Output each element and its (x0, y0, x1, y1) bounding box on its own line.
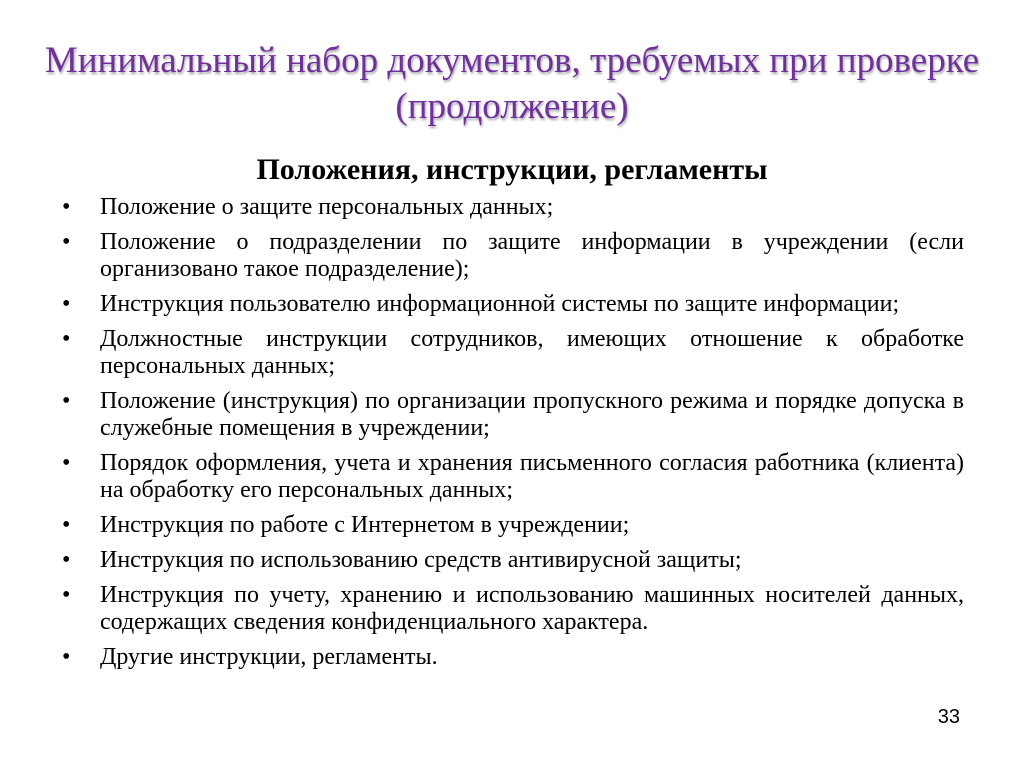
list-item (60, 644, 964, 671)
list-item (60, 547, 964, 574)
list-item (60, 450, 964, 504)
bullet-icon: • (62, 194, 71, 220)
page-number: 33 (937, 706, 960, 728)
bullet-icon: • (62, 450, 71, 476)
list-item-text: Положение о подразделении по защите информации в учреждении (если организовано такое подразделение); (100, 229, 964, 282)
bullet-icon: • (62, 582, 71, 608)
section-heading: Положения, инструкции, регламенты (256, 153, 768, 186)
list-item-text: Другие инструкции, регламенты. (100, 644, 438, 670)
list-item (60, 582, 964, 636)
bullet-icon: • (62, 547, 71, 573)
list-item-text: Инструкция по работе с Интернетом в учреждении; (100, 512, 630, 538)
bullet-icon: • (62, 644, 71, 670)
slide-title: Минимальный набор документов, требуемых при проверке (продолжение) (44, 40, 980, 127)
list-item (60, 326, 964, 380)
list-item (60, 388, 964, 442)
bullet-icon: • (62, 291, 71, 317)
list-item-text: Инструкция пользователю информационной системы по защите информации; (100, 291, 900, 317)
list-item-text: Положение (инструкция) по организации пропускного режима и порядке допуска в служебные помещения в учреждении; (100, 388, 964, 441)
bullet-list (60, 194, 964, 671)
list-item (60, 194, 964, 221)
bullet-icon: • (62, 326, 71, 352)
list-item-text: Инструкция по учету, хранению и использованию машинных носителей данных, содержащих сведения конфиденциального характера. (100, 582, 964, 635)
list-item-text: Порядок оформления, учета и хранения письменного согласия работника (клиента) на обработку его персональных данных; (100, 450, 964, 503)
list-item-text: Положение о защите персональных данных; (100, 194, 554, 220)
bullet-icon: • (62, 229, 71, 255)
list-item-text: Должностные инструкции сотрудников, имеющих отношение к обработке персональных данных; (100, 326, 964, 379)
list-item (60, 291, 964, 318)
bullet-icon: • (62, 512, 71, 538)
list-item (60, 229, 964, 283)
list-item-text: Инструкция по использованию средств антивирусной защиты; (100, 547, 742, 573)
list-item (60, 512, 964, 539)
bullet-icon: • (62, 388, 71, 414)
